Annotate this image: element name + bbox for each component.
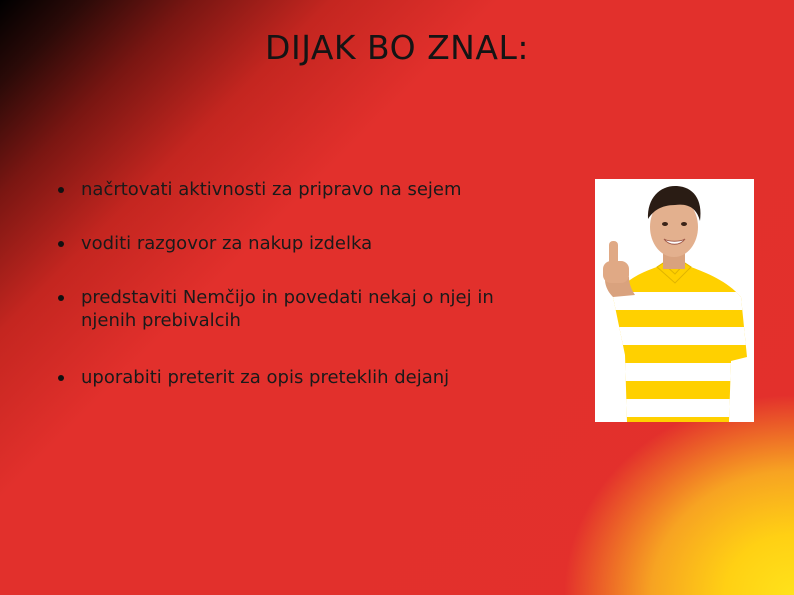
slide-title: DIJAK BO ZNAL:	[265, 28, 529, 67]
bullet-dot-icon	[58, 187, 64, 193]
bullet-text: uporabiti preterit za opis preteklih dejanj	[81, 367, 450, 388]
thumbs-up-student-icon	[595, 179, 754, 422]
bullet-text: voditi razgovor za nakup izdelka	[81, 233, 373, 254]
bullet-dot-icon	[58, 241, 64, 247]
bullet-text: predstaviti Nemčijo in povedati nekaj o njej in njenih prebivalcih	[81, 287, 494, 331]
bullet-dot-icon	[58, 375, 64, 381]
student-photo	[595, 179, 754, 422]
bullet-dot-icon	[58, 295, 64, 301]
bullet-text: načrtovati aktivnosti za pripravo na sejem	[81, 179, 462, 200]
